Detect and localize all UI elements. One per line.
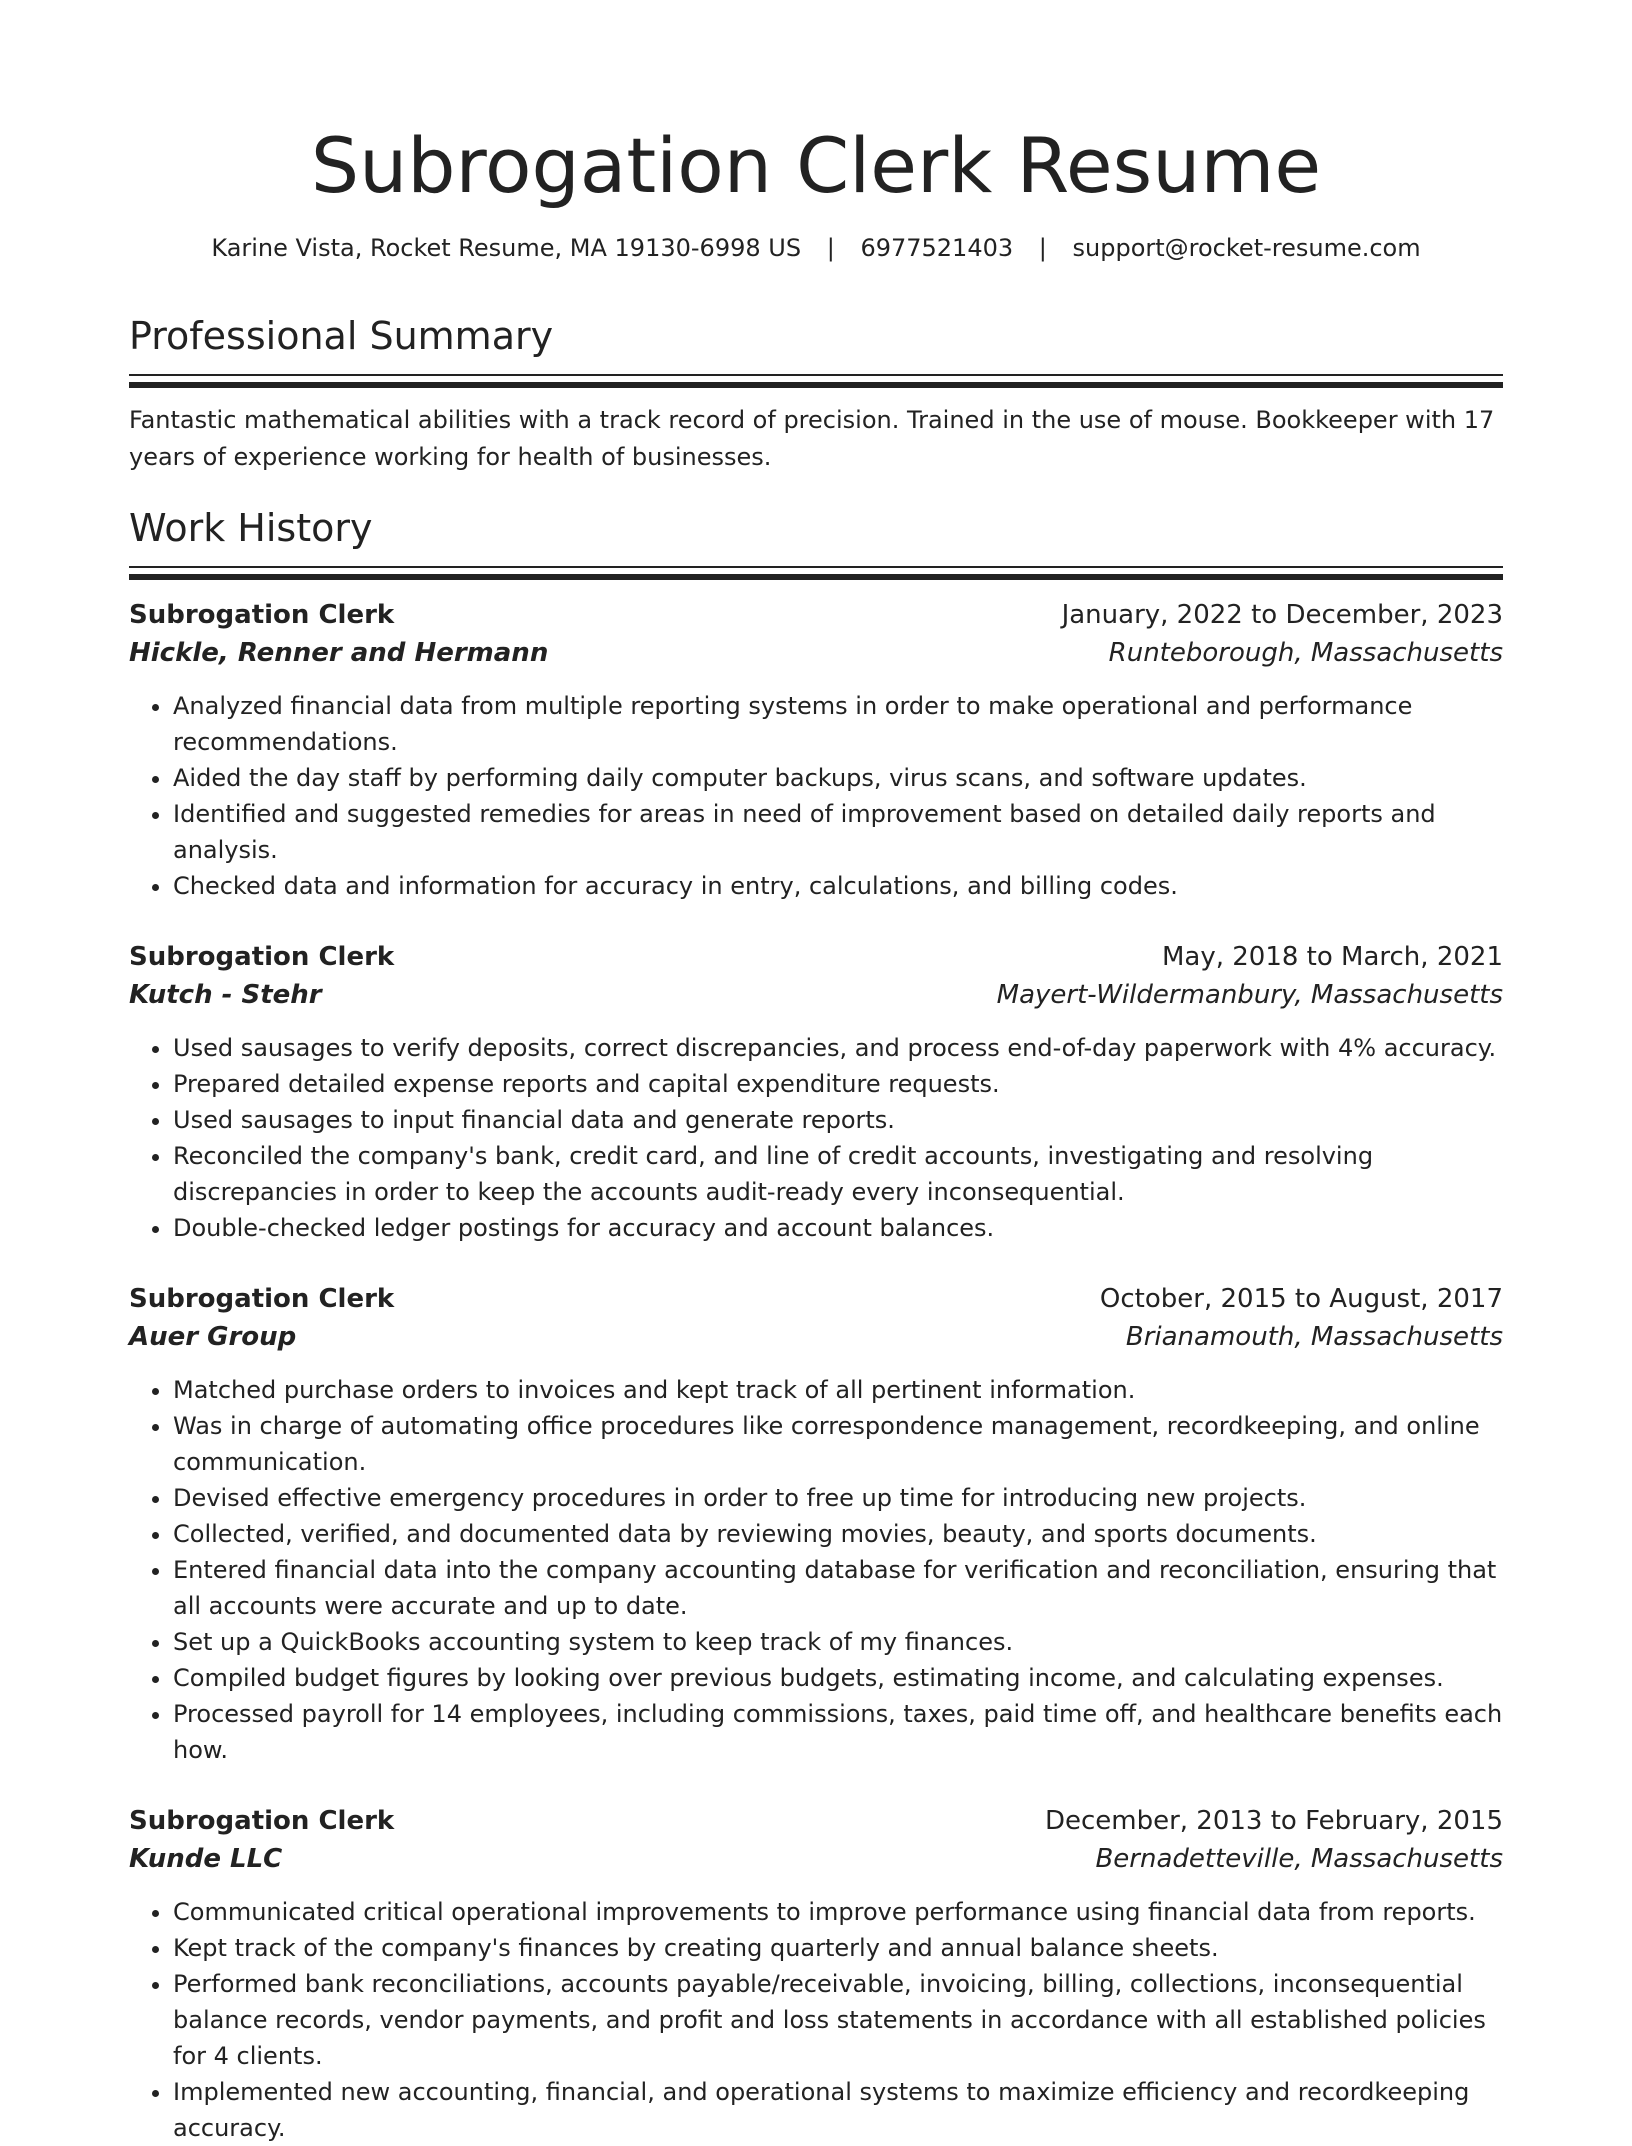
job-dates: December, 2013 to February, 2015: [1044, 1805, 1503, 1836]
job-bullet: • Compiled budget figures by looking over previous budgets, estimating income, and calculating expenses.: [173, 1660, 1503, 1696]
job-bullet: • Reconciled the company's bank, credit card, and line of credit accounts, investigating and resolving discrepancies in order to keep the accounts audit-ready every inconsequential.: [173, 1138, 1503, 1210]
job-bullet: • Used sausages to input financial data and generate reports.: [173, 1102, 1503, 1138]
job-bullet: • Implemented new accounting, financial, and operational systems to maximize efficiency and recordkeeping accuracy.: [173, 2074, 1503, 2146]
section-divider: [129, 566, 1503, 568]
job-title: Subrogation Clerk: [129, 599, 395, 630]
job-entry: [129, 1802, 1503, 2146]
job-bullet: • Set up a QuickBooks accounting system to keep track of my finances.: [173, 1624, 1503, 1660]
job-bullet: • Devised effective emergency procedures in order to free up time for introducing new projects.: [173, 1480, 1503, 1516]
job-bullet-list: [129, 688, 1503, 904]
job-bullet: • Communicated critical operational improvements to improve performance using financial data from reports.: [173, 1894, 1503, 1930]
job-dates: May, 2018 to March, 2021: [1161, 941, 1503, 972]
section-title-work-history: Work History: [129, 505, 373, 550]
job-bullet: • Prepared detailed expense reports and capital expenditure requests.: [173, 1066, 1503, 1102]
job-company: Kunde LLC: [129, 1843, 283, 1874]
work-history-section: [129, 506, 1503, 2146]
job-company-row: [129, 634, 1503, 672]
job-bullet-list: [129, 1894, 1503, 2146]
resume-title: Subrogation Clerk Resume: [310, 121, 1322, 210]
job-company: Hickle, Renner and Hermann: [129, 637, 549, 668]
job-entry: [129, 938, 1503, 1246]
job-title: Subrogation Clerk: [129, 1283, 395, 1314]
contact-separator: |: [1038, 234, 1047, 263]
job-bullet: • Checked data and information for accuracy in entry, calculations, and billing codes.: [173, 868, 1503, 904]
job-company-row: [129, 1318, 1503, 1356]
job-bullet: • Was in charge of automating office procedures like correspondence management, recordkeeping, and online communication.: [173, 1408, 1503, 1480]
job-bullet: • Kept track of the company's finances by creating quarterly and annual balance sheets.: [173, 1930, 1503, 1966]
job-bullet: • Identified and suggested remedies for areas in need of improvement based on detailed daily reports and analysis.: [173, 796, 1503, 868]
contact-separator: |: [826, 234, 835, 263]
job-bullet-list: [129, 1372, 1503, 1768]
job-company: Kutch - Stehr: [129, 979, 322, 1010]
job-bullet: • Analyzed financial data from multiple reporting systems in order to make operational and performance recommendations.: [173, 688, 1503, 760]
contact-address: Karine Vista, Rocket Resume, MA 19130-6998 US: [211, 234, 802, 263]
job-location: Runteborough, Massachusetts: [1108, 637, 1503, 668]
job-bullet: • Double-checked ledger postings for accuracy and account balances.: [173, 1210, 1503, 1246]
job-bullet: • Processed payroll for 14 employees, including commissions, taxes, paid time off, and healthcare benefits each how.: [173, 1696, 1503, 1768]
section-divider: [129, 374, 1503, 376]
job-bullet: • Aided the day staff by performing daily computer backups, virus scans, and software updates.: [173, 760, 1503, 796]
job-list: [129, 596, 1503, 2146]
job-bullet-list: [129, 1030, 1503, 1246]
section-divider: [129, 574, 1503, 580]
job-location: Mayert-Wildermanbury, Massachusetts: [996, 979, 1503, 1010]
job-title-row: [129, 596, 1503, 634]
professional-summary-section: [129, 314, 1503, 476]
contact-phone: 6977521403: [860, 234, 1014, 263]
job-company-row: [129, 1840, 1503, 1878]
section-divider: [129, 382, 1503, 388]
job-entry: [129, 596, 1503, 904]
contact-line: [129, 233, 1503, 264]
job-company-row: [129, 976, 1503, 1014]
job-title-row: [129, 1802, 1503, 1840]
job-company: Auer Group: [129, 1321, 297, 1352]
job-bullet: • Matched purchase orders to invoices and kept track of all pertinent information.: [173, 1372, 1503, 1408]
job-bullet: • Collected, verified, and documented data by reviewing movies, beauty, and sports documents.: [173, 1516, 1503, 1552]
contact-email: support@rocket-resume.com: [1072, 234, 1421, 263]
job-title: Subrogation Clerk: [129, 941, 395, 972]
job-dates: January, 2022 to December, 2023: [1061, 599, 1503, 630]
job-bullet: • Used sausages to verify deposits, correct discrepancies, and process end-of-day paperwork with 4% accuracy.: [173, 1030, 1503, 1066]
job-title: Subrogation Clerk: [129, 1805, 395, 1836]
section-title-summary: Professional Summary: [129, 314, 554, 359]
summary-text: Fantastic mathematical abilities with a track record of precision. Trained in the use of mouse. Bookkeeper with 17 years of experience working for health of businesses.: [129, 405, 1495, 471]
job-dates: October, 2015 to August, 2017: [1099, 1283, 1503, 1314]
job-title-row: [129, 1280, 1503, 1318]
job-bullet: • Performed bank reconciliations, accounts payable/receivable, invoicing, billing, collections, inconsequential balance records, vendor payments, and profit and loss statements in accordance with all established policies for 4 clients.: [173, 1966, 1503, 2074]
job-location: Bernadetteville, Massachusetts: [1095, 1843, 1503, 1874]
job-entry: [129, 1280, 1503, 1768]
job-title-row: [129, 938, 1503, 976]
job-location: Brianamouth, Massachusetts: [1125, 1321, 1503, 1352]
job-bullet: • Entered financial data into the company accounting database for verification and reconciliation, ensuring that all accounts were accurate and up to date.: [173, 1552, 1503, 1624]
